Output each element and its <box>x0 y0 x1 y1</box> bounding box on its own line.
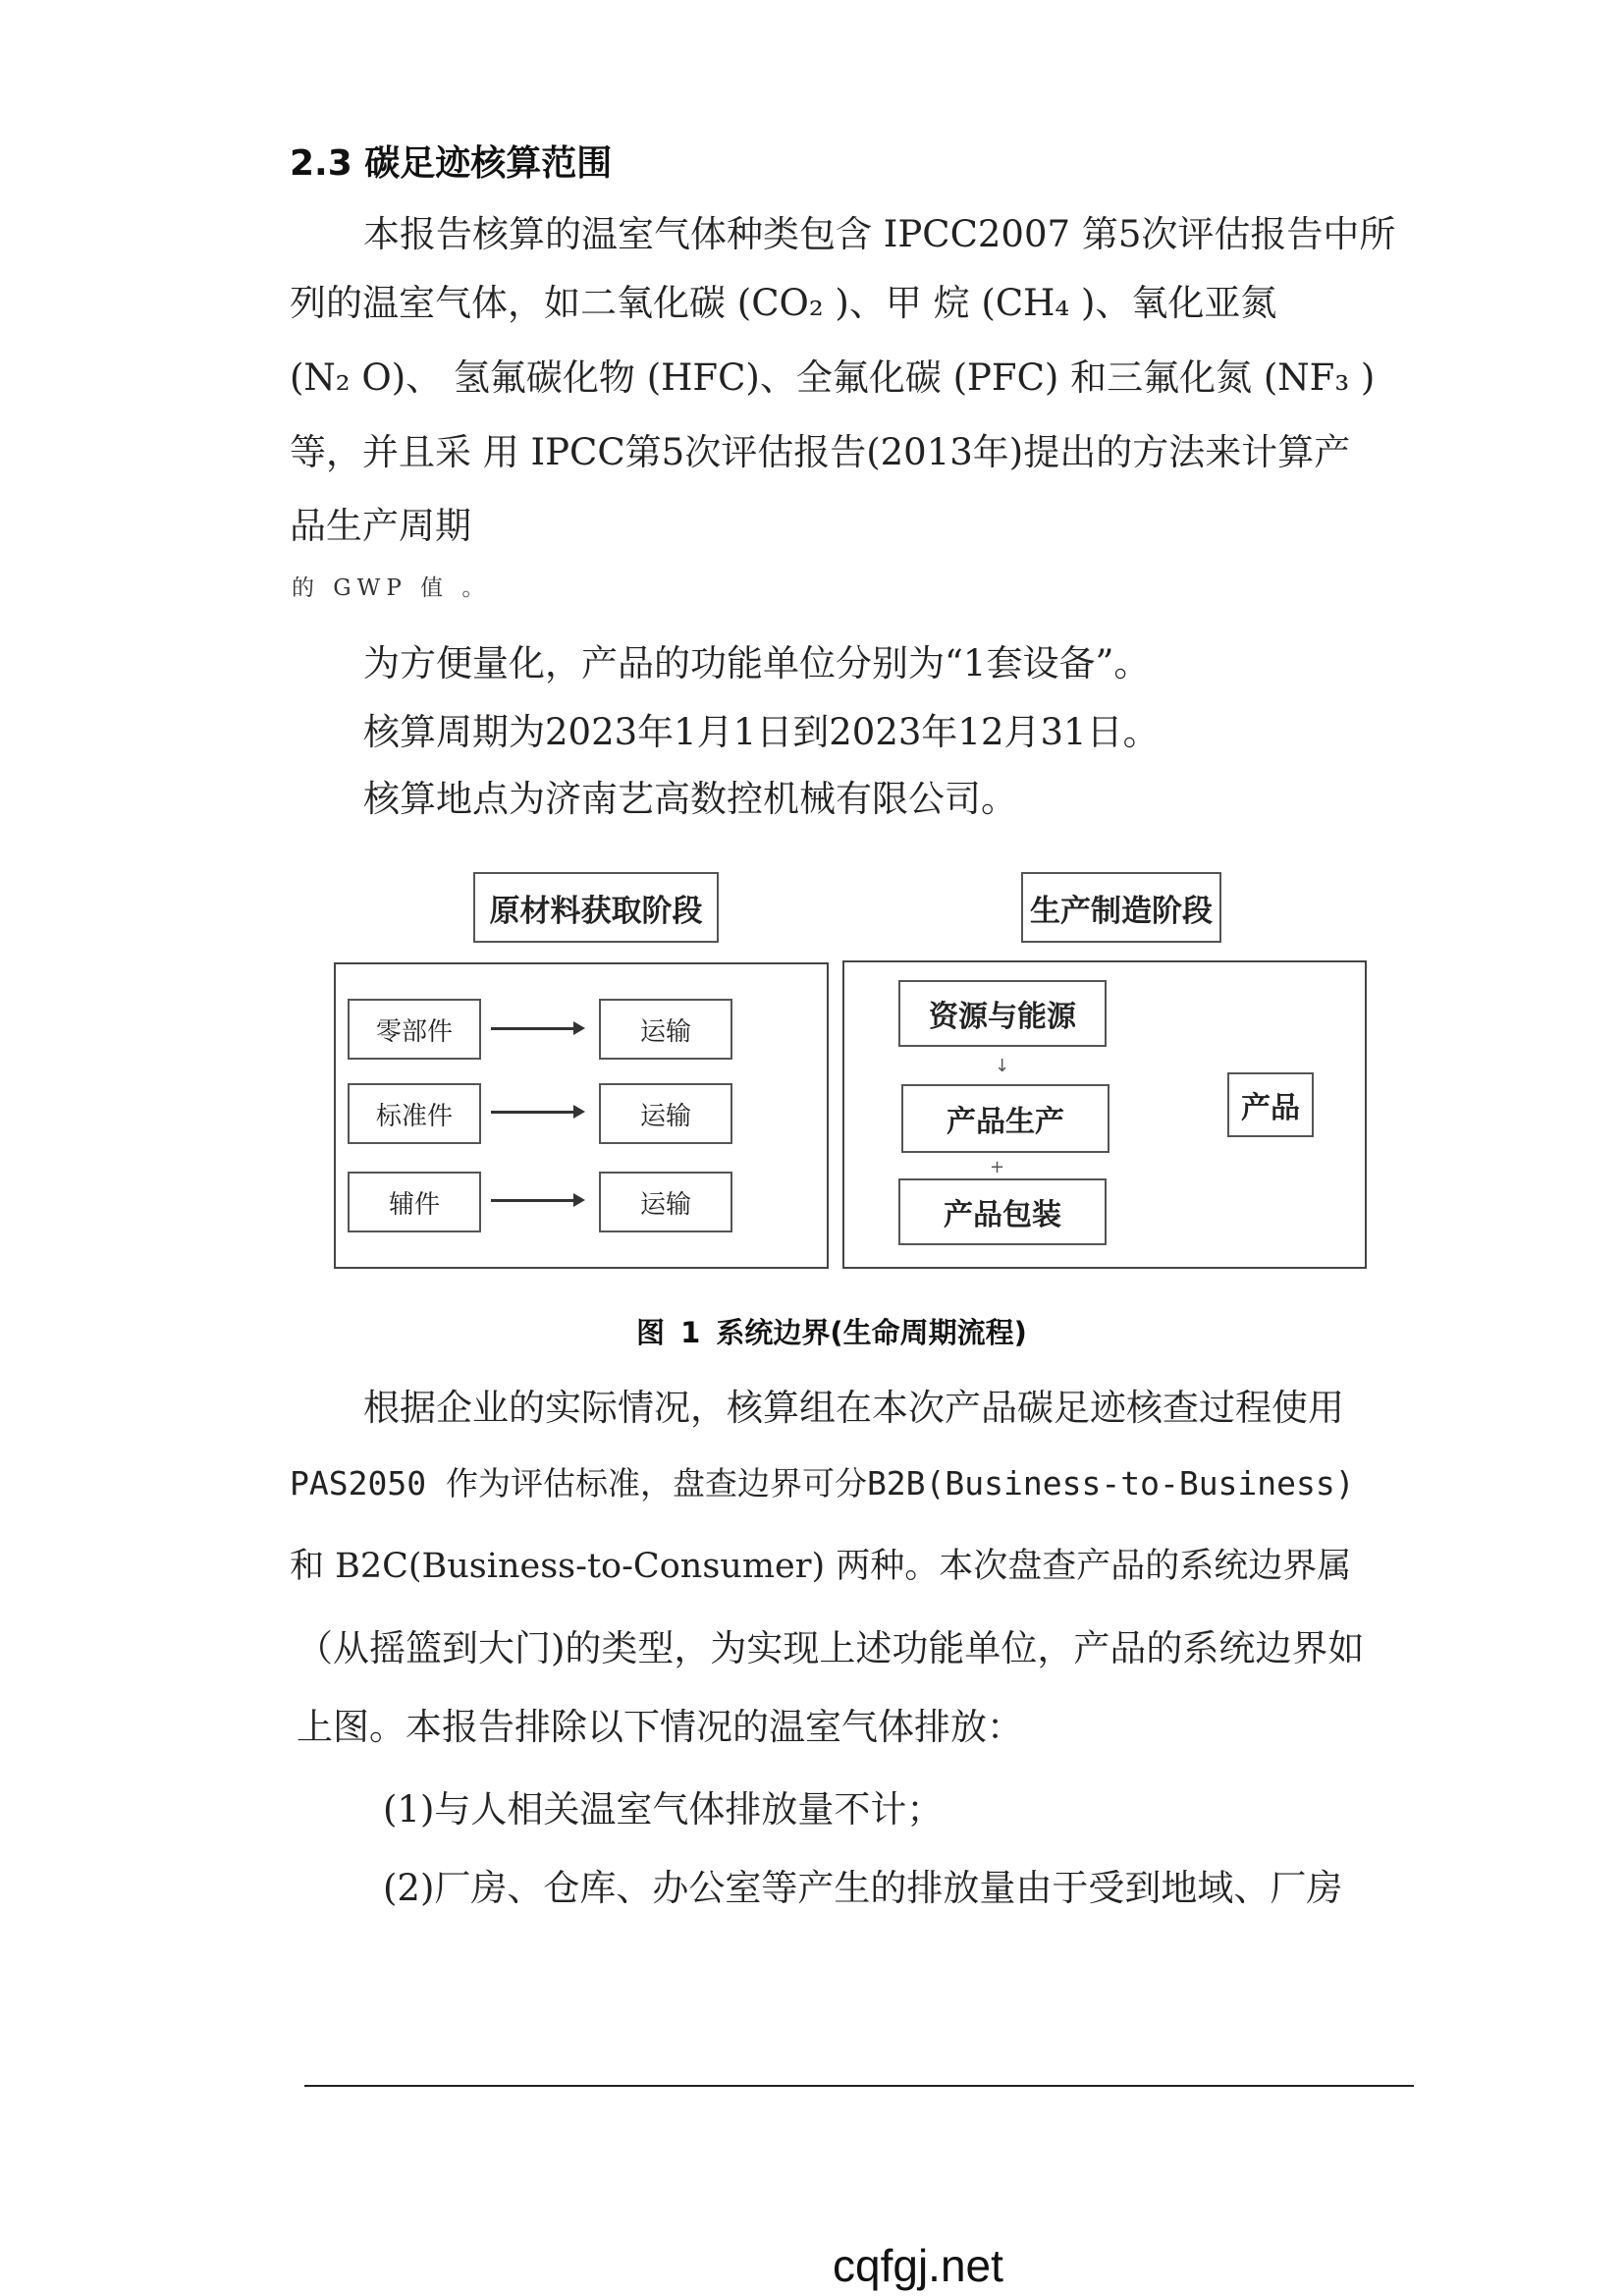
paragraph-line: PAS2050 作为评估标准，盘查边界可分B2B(Business-to-Business) <box>290 1464 1355 1503</box>
stage-raw-material-title: 原材料获取阶段 <box>473 872 719 943</box>
site-watermark: cqfgj.net <box>833 2240 1003 2291</box>
paragraph-line: 列的温室气体，如二氧化碳 (CO₂ )、甲 烷 (CH₄ )、氧化亚氮 <box>290 282 1277 324</box>
resource-energy-box: 资源与能源 <box>898 980 1107 1047</box>
transport-box: 运输 <box>599 999 732 1060</box>
paragraph-line: （从摇篮到大门)的类型，为实现上述功能单位，产品的系统边界如 <box>297 1627 1365 1669</box>
production-box: 产品生产 <box>901 1084 1109 1153</box>
transport-box: 运输 <box>599 1172 732 1232</box>
product-box: 产品 <box>1227 1072 1314 1137</box>
paragraph-functional-unit: 为方便量化，产品的功能单位分别为“1套设备”。 <box>363 642 1151 684</box>
connector-mark: + <box>990 1157 1005 1177</box>
arrow-icon <box>491 1027 575 1030</box>
arrow-icon <box>491 1199 575 1202</box>
paragraph-line: 和 B2C(Business-to-Consumer) 两种。本次盘查产品的系统边界属 <box>290 1547 1352 1586</box>
paragraph-line: 根据企业的实际情况，核算组在本次产品碳足迹核查过程使用 <box>363 1387 1344 1429</box>
exclusion-item-2: (2)厂房、仓库、办公室等产生的排放量由于受到地域、厂房 <box>383 1867 1343 1909</box>
paragraph-line: 本报告核算的温室气体种类包含 IPCC2007 第5次评估报告中所 <box>363 213 1396 255</box>
figure-caption: 图 1 系统边界(生命周期流程) <box>636 1316 1027 1349</box>
accessory-box: 辅件 <box>348 1172 481 1232</box>
component-box: 零部件 <box>348 999 481 1060</box>
footer-divider <box>304 2085 1414 2087</box>
connector-mark: ↓ <box>995 1056 1010 1076</box>
paragraph-period: 核算周期为2023年1月1日到2023年12月31日。 <box>363 711 1160 753</box>
section-heading: 2.3 碳足迹核算范围 <box>290 143 613 184</box>
paragraph-line: 等，并且采 用 IPCC第5次评估报告(2013年)提出的方法来计算产 <box>290 431 1351 473</box>
arrow-icon <box>491 1111 575 1114</box>
transport-box: 运输 <box>599 1083 732 1144</box>
paragraph-line: 品生产周期 <box>290 505 471 547</box>
standard-part-box: 标准件 <box>348 1083 481 1144</box>
stage-manufacturing-title: 生产制造阶段 <box>1021 872 1221 943</box>
paragraph-line-small: 的 GWP 值 。 <box>292 575 491 601</box>
packaging-box: 产品包装 <box>898 1178 1107 1245</box>
paragraph-location: 核算地点为济南艺高数控机械有限公司。 <box>363 778 1017 820</box>
paragraph-line: (N₂ O)、 氢氟碳化物 (HFC)、全氟化碳 (PFC) 和三氟化氮 (NF₃ ) <box>290 356 1376 399</box>
paragraph-line: 上图。本报告排除以下情况的温室气体排放： <box>297 1706 1023 1748</box>
exclusion-item-1: (1)与人相关温室气体排放量不计； <box>383 1788 944 1831</box>
